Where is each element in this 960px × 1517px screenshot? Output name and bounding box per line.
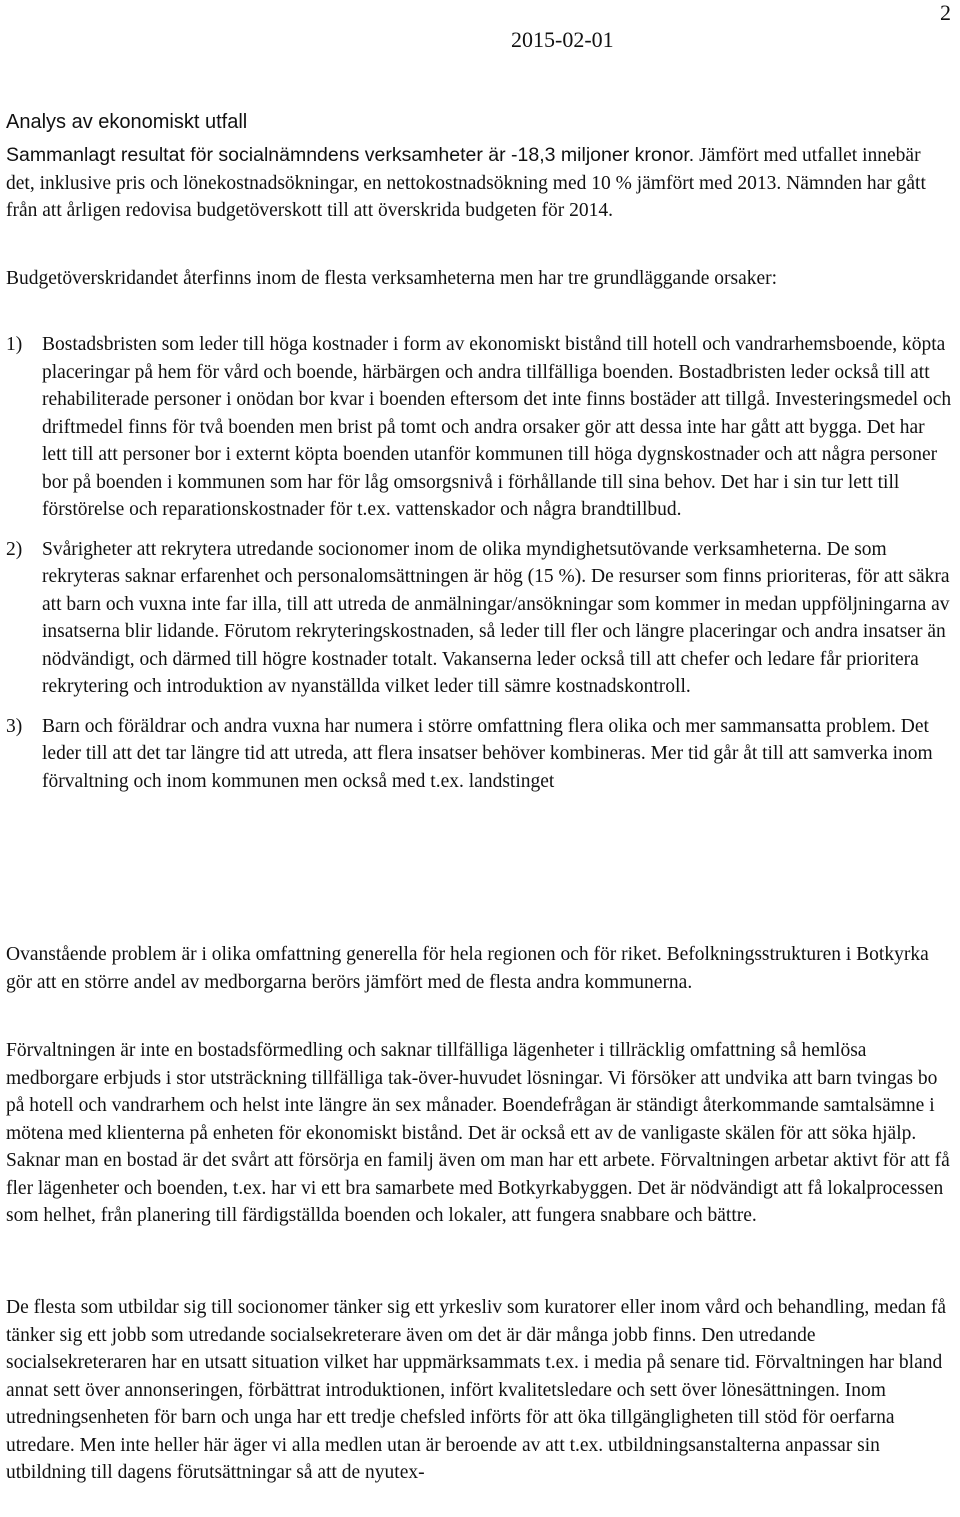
staff-block	[6, 1294, 954, 1487]
region-block	[6, 941, 954, 996]
list-item-number: 2)	[6, 538, 23, 560]
region-paragraph: Ovanstående problem är i olika omfattning generella för hela regionen och för riket. Befolkningsstrukturen i Botkyrka gör att en större andel av medborgarna berörs jämfört med de flesta andra kommunerna.	[6, 944, 929, 993]
housing-paragraph: Förvaltningen är inte en bostadsförmedling och saknar tillfälliga lägenheter i tillräcklig omfattning så hemlösa medborgare erbjuds i stor utsträckning tillfälliga tak-över-huvudet lösningar. Vi försöker att undvika att barn tvingas bo på hotell och vandrarhem och helst inte längre än sex månader. Boendefrågan är ständigt återkommande samtalsämne i mötena med klienterna på enheten för ekonomiskt bistånd. Det är också ett av de vanligaste skälen för att söka hjälp. Saknar man en bostad är det svårt att försörja en familj även om man har ett arbete. Förvaltningen arbetar aktivt för att få fler lägenheter och boenden, t.ex. har vi ett bra samarbete med Botkyrkabyggen. Det är nödvändigt att få lokalprocessen som helhet, från planering till färdigställda boenden och lokaler, att fungera snabbare och bättre.	[6, 1040, 950, 1226]
list-item	[6, 713, 954, 796]
list-item-text: Svårigheter att rekrytera utredande socionomer inom de olika myndighetsutövande verksamheterna. De som rekryteras saknar erfarenhet och personalomsättningen är hög (15 %). De resurser som finns prioriteras, för att säkra att barn och vuxna inte far illa, till att utreda de anmälningar/ansökningar som kommer in medan uppföljningarna av insatserna blir lidande. Förutom rekryteringskostnaden, så leder till fler och längre placeringar och andra insatser än nödvändigt, och därmed till högre kostnader totalt. Vakanserna leder också till att chefer och ledare får prioritera rekrytering och introduktion av nyanställda vilket leder till sämre kostnadskontroll.	[42, 538, 950, 697]
housing-block	[6, 1037, 954, 1230]
intro-rest: Jämfört med utfallet innebär det, inklusive pris och lönekostnadsökningar, en nettokostnadsökning med 10 % jämfört med 2013. Nämnden har gått från att årligen redovisa budgetöverskott till att överskrida budgeten för 2014.	[6, 145, 926, 221]
intro-lead: Sammanlagt resultat för socialnämndens verksamheter är -18,3 miljoner kronor.	[6, 144, 695, 166]
list-item-number: 3)	[6, 715, 23, 737]
budget-block	[6, 265, 954, 302]
staff-paragraph: De flesta som utbildar sig till socionomer tänker sig ett yrkesliv som kuratorer eller inom vård och behandling, medan få tänker sig ett jobb som utredande socialsekreterare även om det är där många jobb finns. Den utredande socialsekreteraren har en utsatt situation vilket har uppmärksammats t.ex. i media på senare tid. Förvaltningen har bland annat sett över annonseringen, förbättrat introduktionen, infört kvalitetsledare och sett över lönesättningen. Inom utredningsenheten för barn och unga har ett tredje chefsled införts för att öka tillgängligheten till stöd för oerfarna utredare. Men inte heller här äger vi alla medlen utan är beroende av att t.ex. utbildningsanstalterna anpassar sin utbildning till dagens förutsättningar så att de nyutex-	[6, 1297, 947, 1483]
reasons-list	[6, 331, 954, 806]
page-number: 2	[940, 0, 951, 25]
list-item	[6, 536, 954, 701]
document-date: 2015-02-01	[511, 27, 614, 52]
budget-paragraph: Budgetöverskridandet återfinns inom de flesta verksamheterna men har tre grundläggande orsaker:	[6, 268, 778, 289]
list-item	[6, 331, 954, 524]
list-item-text: Bostadsbristen som leder till höga kostnader i form av ekonomiskt bistånd till hotell och vandrarhemsboende, köpta placeringar på hem för vård och boende, härbärgen och andra tillfälliga boenden. Bostadbristen leder också till att rehabiliterade personer i onödan bor kvar i boenden eftersom det inte finns bostäder att tillgå. Investeringsmedel och driftmedel finns för två boenden men brist på tomt och andra orsaker gör att dessa inte har gått att bygga. Det har lett till att personer bor i externt köpta boenden utanför kommunen till höga dygnskostnader och att några personer bor på boenden i kommunen som har för låg omsorgsnivå i förhållande till sina behov. Det har i sin tur lett till förstörelse och reparationskostnader för t.ex. vattenskador och några brandtillbud.	[42, 334, 952, 520]
intro-paragraph	[6, 142, 954, 225]
list-item-text: Barn och föräldrar och andra vuxna har numera i större omfattning flera olika och mer sammansatta problem. Det leder till att det tar längre tid att utreda, att flera insatser behöver kombineras. Mer tid går åt till att samverka inom förvaltning och inom kommunen men också med t.ex. landstinget	[42, 715, 933, 792]
intro-block	[6, 142, 954, 234]
section-heading: Analys av ekonomiskt utfall	[6, 111, 248, 133]
list-item-number: 1)	[6, 334, 23, 355]
